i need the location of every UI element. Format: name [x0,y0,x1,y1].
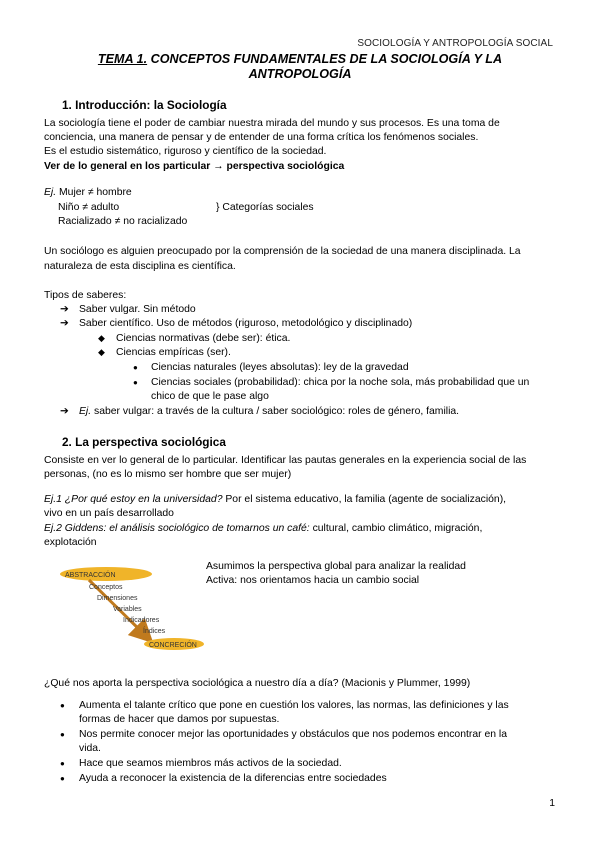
list-item-continuation: formas de hacer que damos por supuestas. [79,714,280,725]
question-line: ¿Qué nos aporta la perspectiva sociológica a nuestro día a día? (Macionis y Plummer, 1999) [44,678,471,689]
example-text: cultural, cambio climático, migración, [309,523,483,534]
diagram-top-label: ABSTRACCIÓN [65,572,116,579]
list-item [133,361,563,374]
bullet-icon: ● [133,363,138,372]
list-item-text: Ciencias sociales (probabilidad): chica por la noche sola, más probabilidad que un [151,377,530,388]
diagram-item: Variables [113,606,142,613]
diamond-icon: ◆ [98,333,105,343]
arrow-icon: ➔ [60,406,69,417]
list-item [60,699,550,712]
section-2-heading: 2. La perspectiva sociológica [62,435,226,449]
title-prefix: TEMA 1. [97,52,148,66]
arrow-icon: ➔ [60,318,69,329]
list-item-text: Saber científico. Uso de métodos (riguroso, metodológico y disciplinado) [79,318,413,329]
example-line: Racializado ≠ no racializado [58,216,188,227]
diagram-item: Dimensiones [97,595,138,602]
list-item-text: Ciencias normativas (debe ser): ética. [116,333,291,344]
s2-paragraph-line: Consiste en ver lo general de lo particular. Identificar las pautas generales en la experiencia social de las [44,455,527,466]
bullet-icon: ● [133,378,138,387]
ej-label: Ej.1 ¿Por qué estoy en la universidad? [44,494,223,505]
list-item [60,728,550,741]
list-item-text: Ayuda a reconocer la existencia de la diferencias entre sociedades [79,773,387,784]
list-item [60,405,550,418]
diagram-item: Índices [143,628,166,635]
diagram-item: Indicadores [123,617,160,624]
list-item-text: saber vulgar: a través de la cultura / saber sociológico: roles de género, familia. [91,406,460,417]
bullet-icon: ● [60,759,65,768]
bullet-icon: ● [60,774,65,783]
example-line: explotación [44,537,97,548]
tipos-label: Tipos de saberes: [44,290,127,301]
list-item-text: Ciencias naturales (leyes absolutas): ley de la gravedad [151,362,409,373]
list-item-continuation: vida. [79,743,101,754]
diagram-side-text: Activa: nos orientamos hacia un cambio social [206,575,420,586]
example-line: vivo en un país desarrollado [44,508,174,519]
list-item [60,317,550,330]
example-line [44,522,559,535]
ej-label: Ej. [79,406,92,417]
list-item [60,303,550,316]
s1-paragraph-line: Es el estudio sistemático, riguroso y científico de la sociedad. [44,146,327,157]
section-1-heading: 1. Introducción: la Sociología [62,98,227,112]
s1-paragraph-line: conciencia, una manera de pensar y de entender de una forma crítica los fenómenos sociales. [44,132,479,143]
list-item-text: Hace que seamos miembros más activos de la sociedad. [79,758,342,769]
example-line: Niño ≠ adulto [58,202,120,213]
diagram-item: Conceptos [89,584,123,591]
diagram-side-text: Asumimos la perspectiva global para analizar la realidad [206,561,466,572]
bullet-icon: ● [60,701,65,710]
title-rest: CONCEPTOS FUNDAMENTALES DE LA SOCIOLOGÍA Y LA [147,52,503,66]
list-item-text: Ciencias empíricas (ser). [116,347,231,358]
abstraction-diagram [55,562,215,654]
list-item [98,346,548,359]
list-item-text: Nos permite conocer mejor las oportunidades y obstáculos que nos podemos encontrar en la [79,729,507,740]
page-title [60,52,540,82]
s1-paragraph-line: Un sociólogo es alguien preocupado por la comprensión de la sociedad de una manera disciplinada. La [44,246,521,257]
example-line [44,186,559,199]
list-item [133,376,563,389]
example-brace: } Categorías sociales [216,202,314,213]
list-item-text: Aumenta el talante crítico que pone en cuestión los valores, las normas, las definiciones y las [79,700,509,711]
list-item-text: Saber vulgar. Sin método [79,304,196,315]
example-line [44,493,559,506]
list-item [60,772,550,785]
list-item [60,757,550,770]
diamond-icon: ◆ [98,347,105,357]
running-header: SOCIOLOGÍA Y ANTROPOLOGÍA SOCIAL [357,38,553,49]
s2-paragraph-line: personas, (no es lo mismo ser hombre que ser mujer) [44,469,292,480]
diagram-bottom-label: CONCRECIÓN [149,642,197,649]
arrow-icon: ➔ [60,304,69,315]
example-text: Por el sistema educativo, la familia (agente de socialización), [222,494,507,505]
s1-paragraph-line: La sociología tiene el poder de cambiar nuestra mirada del mundo y sus procesos. Es una toma de [44,118,500,129]
s1-paragraph-line: naturaleza de esta disciplina es científica. [44,261,236,272]
example-text: Mujer ≠ hombre [56,187,132,198]
list-item-continuation: chico de que le pase algo [151,391,269,402]
title-line2: ANTROPOLOGÍA [248,67,352,81]
ej-label: Ej. [44,187,57,198]
ej-label: Ej.2 Giddens: el análisis sociológico de tomarnos un café: [44,523,310,534]
list-item [98,332,548,345]
page-number: 1 [549,797,555,809]
bullet-icon: ● [60,730,65,739]
s1-bold-line: Ver de lo general en los particular → perspectiva sociológica [44,161,345,172]
